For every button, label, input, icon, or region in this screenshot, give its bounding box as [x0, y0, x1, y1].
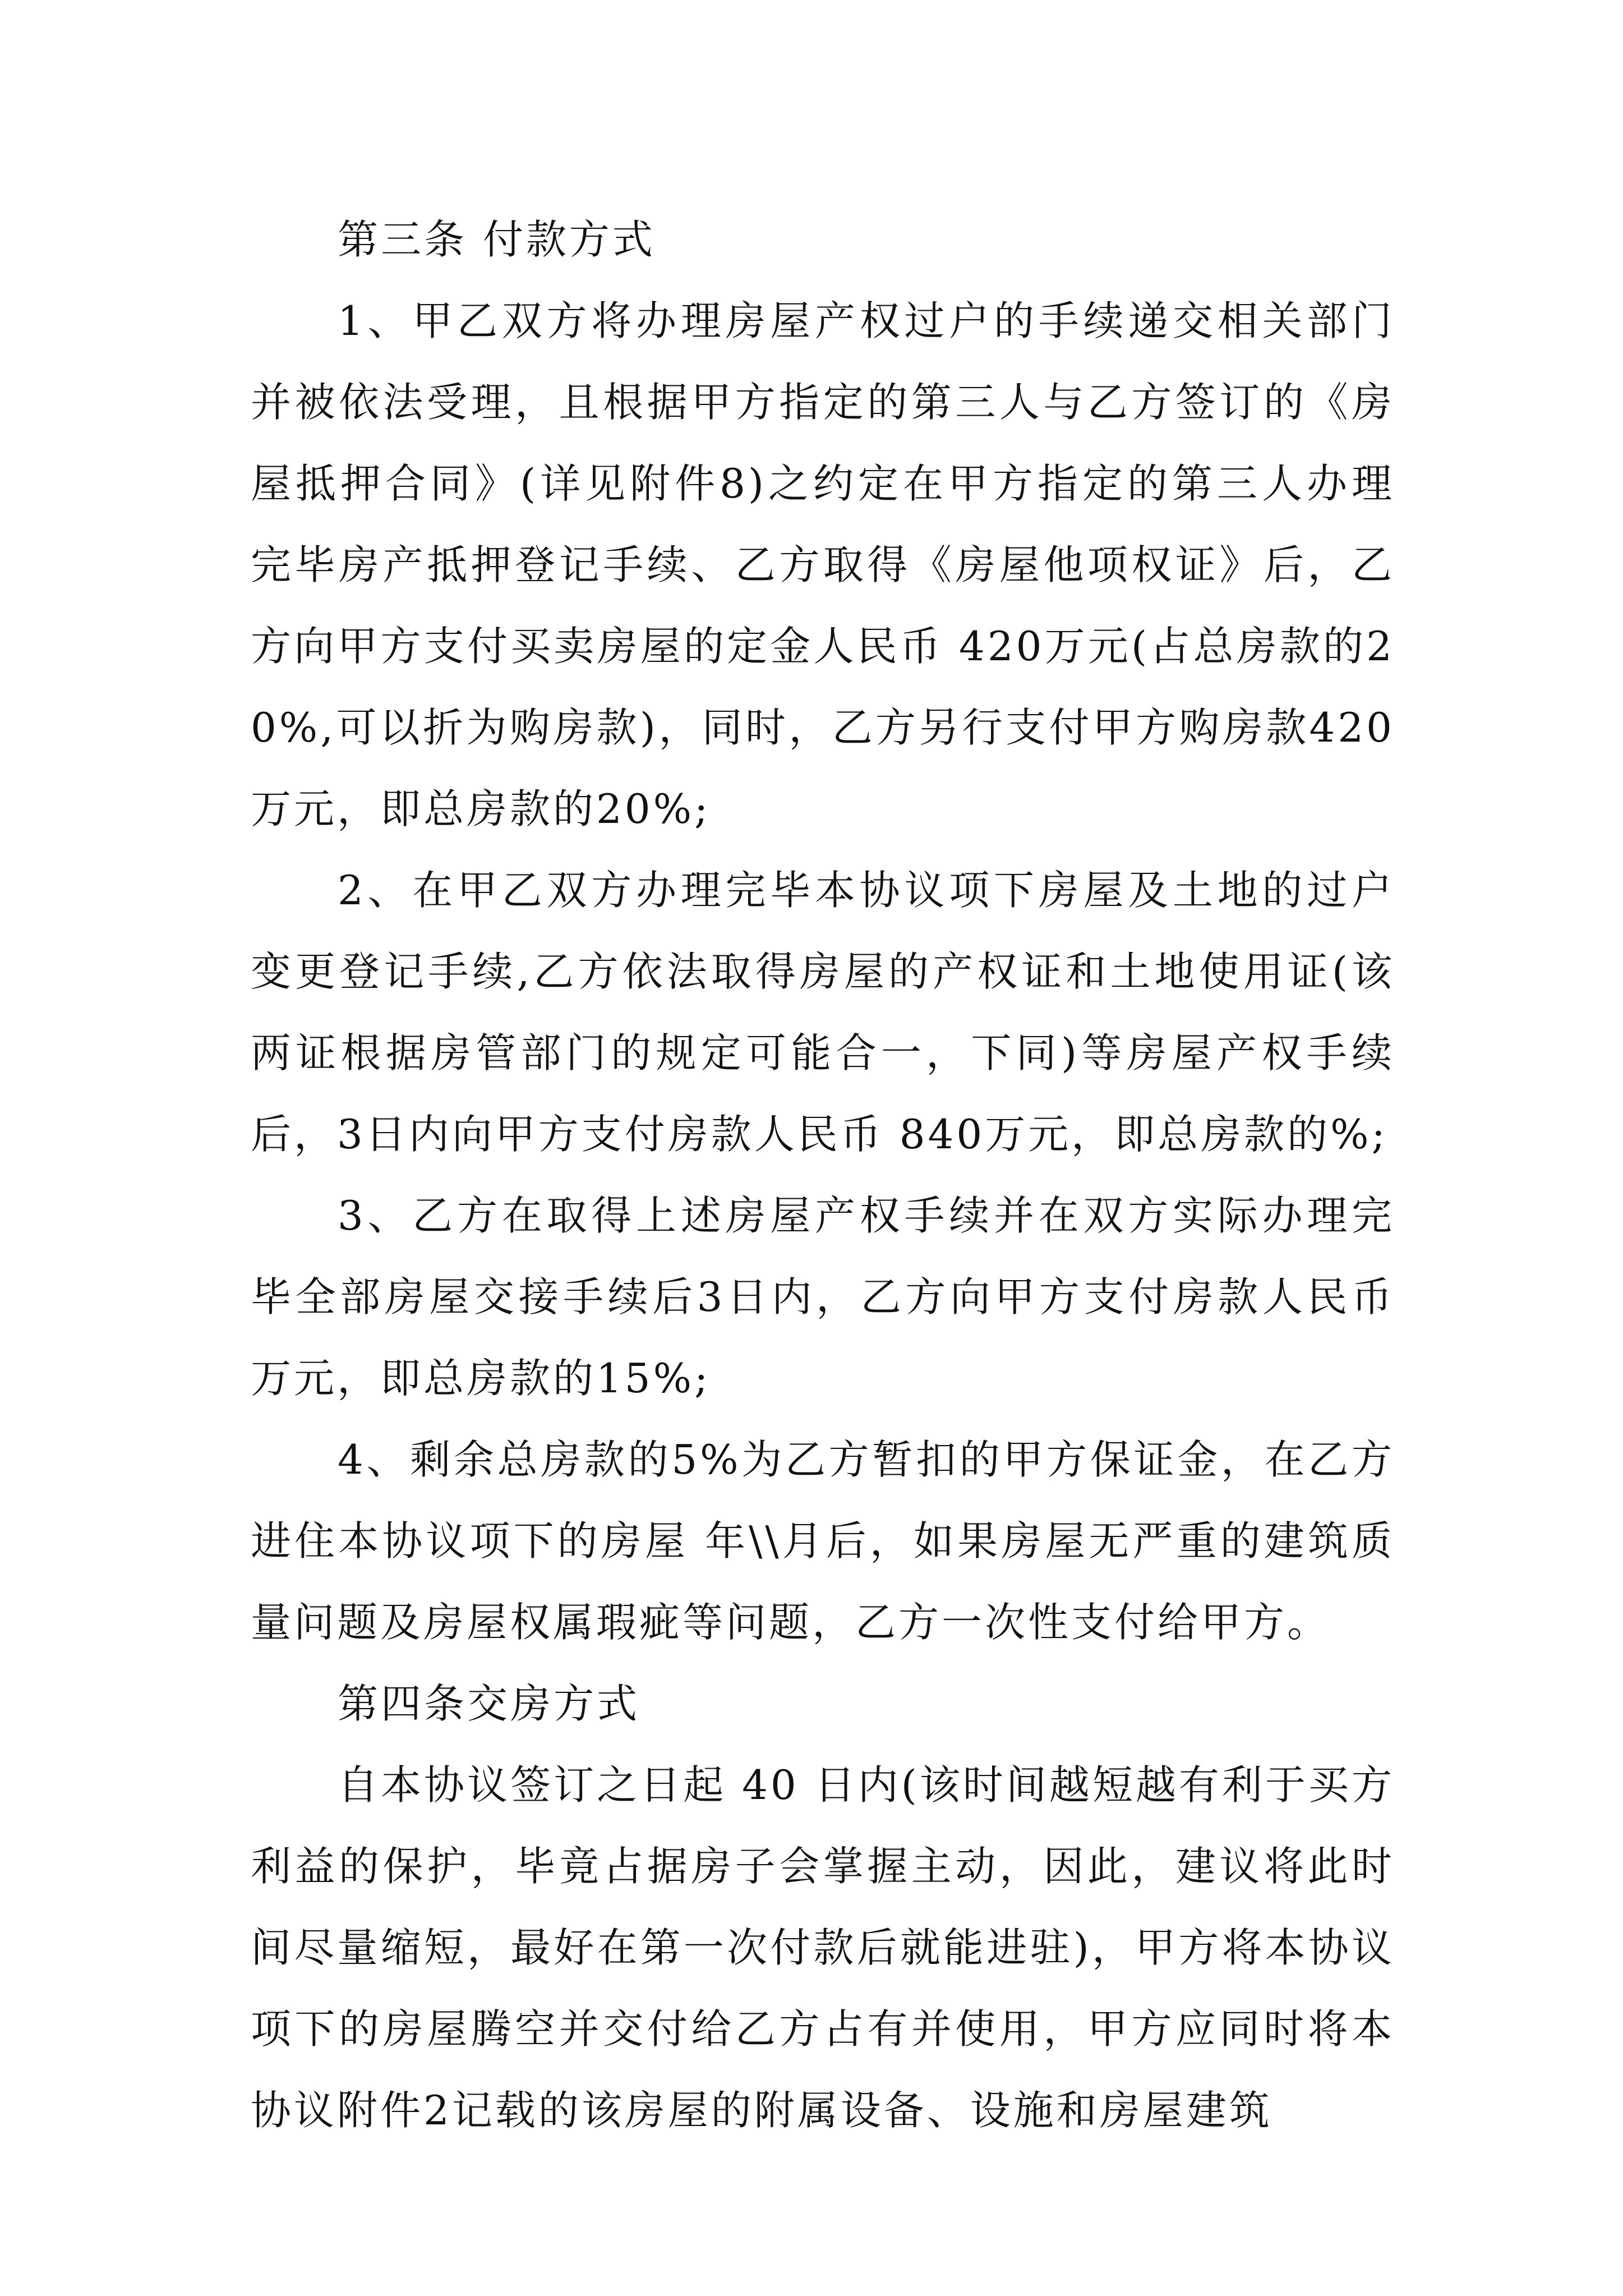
article-3-item-3: 3、乙方在取得上述房屋产权手续并在双方实际办理完毕全部房屋交接手续后3日内，乙方向甲方支付房款人民币万元，即总房款的15%; — [251, 1192, 1395, 1402]
article-3-item-2: 2、在甲乙双方办理完毕本协议项下房屋及土地的过户变更登记手续,乙方依法取得房屋的产权证和土地使用证(该两证根据房管部门的规定可能合一，下同)等房屋产权手续后，3日内向甲方支付房款人民币 840万元，即总房款的%; — [251, 867, 1395, 1158]
article-4-heading: 第四条交房方式 — [338, 1680, 640, 1727]
document-body — [251, 199, 1395, 2151]
article-3-heading: 第三条 付款方式 — [338, 216, 656, 263]
article-4-body: 自本协议签订之日起 40 日内(该时间越短越有利于买方利益的保护，毕竟占据房子会掌握主动，因此，建议将此时间尽量缩短，最好在第一次付款后就能进驻)，甲方将本协议项下的房屋腾空并交付给乙方占有并使用，甲方应同时将本协议附件2记载的该房屋的附属设备、设施和房屋建筑 — [251, 1761, 1395, 2134]
article-3-item-4: 4、剩余总房款的5%为乙方暂扣的甲方保证金，在乙方进住本协议项下的房屋 年\\月后，如果房屋无严重的建筑质量问题及房屋权属瑕疵等问题，乙方一次性支付给甲方。 — [251, 1436, 1395, 1646]
article-3-item-1: 1、甲乙双方将办理房屋产权过户的手续递交相关部门并被依法受理，且根据甲方指定的第三人与乙方签订的《房屋抵押合同》(详见附件8)之约定在甲方指定的第三人办理完毕房产抵押登记手续、乙方取得《房屋他项权证》后，乙方向甲方支付买卖房屋的定金人民币 420万元(占总房款的20%,可以折为购房款)，同时，乙方另行支付甲方购房款420万元，即总房款的20%; — [251, 297, 1395, 832]
